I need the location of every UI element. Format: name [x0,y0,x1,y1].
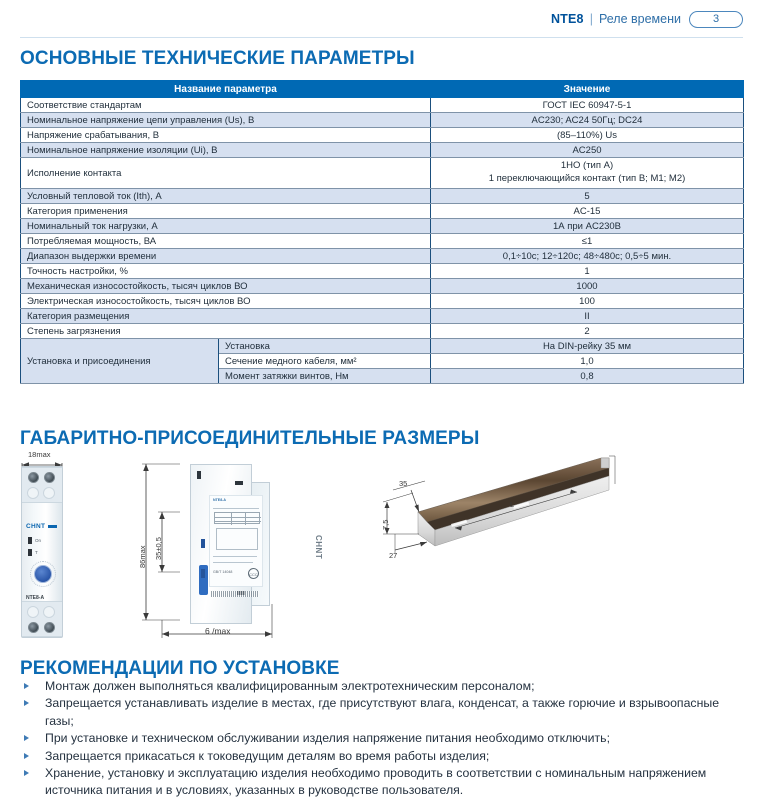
cell-value: 1000 [431,279,744,294]
label-model: NTE8-A [213,498,226,502]
cell-sub-parameter: Момент затяжки винтов, Нм [219,369,431,384]
cell-value: 1 [431,264,744,279]
cell-group-label: Установка и присоединения [21,339,219,384]
terminal-hole [43,606,55,618]
cell-value: 100 [431,294,744,309]
recommendation-text: Запрещается устанавливать изделие в местах, где присутствуют влага, конденсат, а также горючие и взрывоопасные газы; [45,696,720,728]
cell-value: На DIN-рейку 35 мм [431,339,744,354]
table-row [21,219,744,234]
rail-width-dimension: 35 [399,479,408,488]
terminal-screw [28,622,39,633]
cell-value: 0,8 [431,369,744,384]
list-item [20,695,746,730]
cell-parameter: Потребляемая мощность, ВА [21,234,431,249]
wiring-schematic [216,528,258,550]
rail-height-dimension: 7,5 [381,519,390,530]
recommendations-heading: РЕКОМЕНДАЦИИ ПО УСТАНОВКЕ [20,658,340,679]
terminal-hole [43,487,55,499]
din-mount-dimension: 35±0,5 [154,537,163,560]
list-item [20,678,746,695]
cell-parameter: Категория применения [21,204,431,219]
body-notch [197,471,201,479]
top-terminal-block [22,467,62,503]
cell-sub-parameter: Установка [219,339,431,354]
list-item [20,765,746,800]
cell-value-line1: 1НО (тип А) [560,160,614,172]
label-rule [213,508,259,509]
brand-logo: CHNT [26,523,46,530]
page-title: ОСНОВНЫЕ ТЕХНИЧЕСКИЕ ПАРАМЕТРЫ [20,48,415,69]
label-rule [213,562,253,563]
din-rail-drawing [363,450,673,575]
cell-parameter: Номинальный ток нагрузки, А [21,219,431,234]
recommendation-text: Монтаж должен выполняться квалифицированным электротехническим персоналом; [45,679,535,693]
adjustment-knob [34,565,52,583]
rail-depth-dimension: 27 [389,551,398,560]
terminal-screw [44,472,55,483]
clip-slot [201,569,205,578]
table-row [21,249,744,264]
cell-parameter: Диапазон выдержки времени [21,249,431,264]
triangle-bullet-icon [24,735,29,741]
table-row [21,309,744,324]
side-depth-dimension: 6 /max [205,626,231,636]
cell-value: AC-15 [431,204,744,219]
cell-value-line2: 1 переключающийся контакт (тип В; М1; М2) [488,173,686,184]
table-row [21,204,744,219]
page-header [0,0,763,38]
cell-parameter: Исполнение контакта [21,158,431,189]
label-standard-text: GB/T 14048 [213,570,233,574]
body-notch [235,481,243,485]
triangle-bullet-icon [24,770,29,776]
table-row [21,279,744,294]
cell-value: ГОСТ IEC 60947-5-1 [431,98,744,113]
status-led-timer [28,549,32,556]
table-row [21,189,744,204]
label-rule [213,556,257,557]
table-row [21,264,744,279]
table-row [21,158,744,189]
cell-value: 5 [431,189,744,204]
column-header-value: Значение [431,81,744,98]
header-separator: | [589,12,593,26]
header-rule [20,37,743,38]
status-led-on [28,537,32,544]
table-row [21,324,744,339]
device-main-body [190,464,258,624]
front-width-dimension: 18max [28,450,51,459]
page-number-badge: 3 [689,11,743,28]
cell-value: 0,1÷10с; 12÷120с; 48÷480с; 0,5÷5 мин. [431,249,744,264]
terminal-hole [27,487,39,499]
cell-parameter: Номинальное напряжение изоляции (Ui), В [21,143,431,158]
cell-parameter: Напряжение срабатывания, В [21,128,431,143]
clip-slot [201,539,205,548]
specifications-table [20,80,744,384]
cell-sub-parameter: Сечение медного кабеля, мм² [219,354,431,369]
cell-value: 1,0 [431,354,744,369]
label-ratings-table [214,512,260,524]
table-row [21,143,744,158]
cell-value: 2 [431,324,744,339]
cell-value: AC230; AC24 50Гц; DC24 [431,113,744,128]
product-label [209,495,263,587]
header-title: Реле времени [598,12,681,26]
terminal-screw [44,622,55,633]
cell-parameter: Условный тепловой ток (Ith), А [21,189,431,204]
led-label-on: On [35,538,42,543]
recommendation-text: Запрещается прикасаться к токоведущим деталям во время работы изделия; [45,748,490,763]
device-side-view [176,460,323,628]
triangle-bullet-icon [24,700,29,706]
cell-value: ≤1 [431,234,744,249]
cell-value: II [431,309,744,324]
table-row [21,234,744,249]
brand-logo-side: CHNT [314,535,323,560]
installation-recommendations-list [20,678,746,800]
rail-length-dimension: L [510,500,515,509]
table-row [21,339,744,354]
brand-accent-bar [48,525,57,528]
bottom-terminal-block [22,601,62,637]
table-row [21,294,744,309]
cell-parameter: Механическая износостойкость, тысяч циклов ВО [21,279,431,294]
terminal-screw [28,472,39,483]
triangle-bullet-icon [24,753,29,759]
cell-parameter: Степень загрязнения [21,324,431,339]
table-header-row [21,81,744,98]
cell-value [431,158,744,189]
cell-value: AC250 [431,143,744,158]
certification-mark: CCC [248,568,259,579]
recommendation-text: При установке и техническом обслуживании изделия напряжение питания необходимо отключить; [45,731,610,746]
barcode [211,591,259,597]
triangle-bullet-icon [24,683,29,689]
led-label-timer: T [35,550,38,555]
cell-value: (85–110%) Us [431,128,744,143]
cell-parameter: Точность настройки, % [21,264,431,279]
cell-parameter: Категория размещения [21,309,431,324]
recommendation-text: Хранение, установку и эксплуатацию изделия необходимо проводить в соответствии с номинальным напряжением источника питания и в условиях, указанных в руководстве пользователя. [45,766,707,798]
din-rail-svg [363,450,673,575]
side-height-dimension: 86max [138,545,147,568]
list-item [20,748,746,765]
terminal-hole [27,606,39,618]
table-row [21,98,744,113]
cell-parameter: Соответствие стандартам [21,98,431,113]
header-model: NTE8 [550,12,584,26]
column-header-parameter: Название параметра [21,81,431,98]
cell-value: 1А при AC230В [431,219,744,234]
dimensions-heading: ГАБАРИТНО-ПРИСОЕДИНИТЕЛЬНЫЕ РАЗМЕРЫ [20,428,480,449]
list-item [20,730,746,747]
front-model-label: NTE8-A [26,595,45,601]
table-row [21,113,744,128]
dimension-drawings [18,450,745,650]
table-row [21,128,744,143]
device-front-view [21,466,63,638]
cell-parameter: Номинальное напряжение цепи управления (Us), В [21,113,431,128]
cell-parameter: Электрическая износостойкость, тысяч циклов ВО [21,294,431,309]
